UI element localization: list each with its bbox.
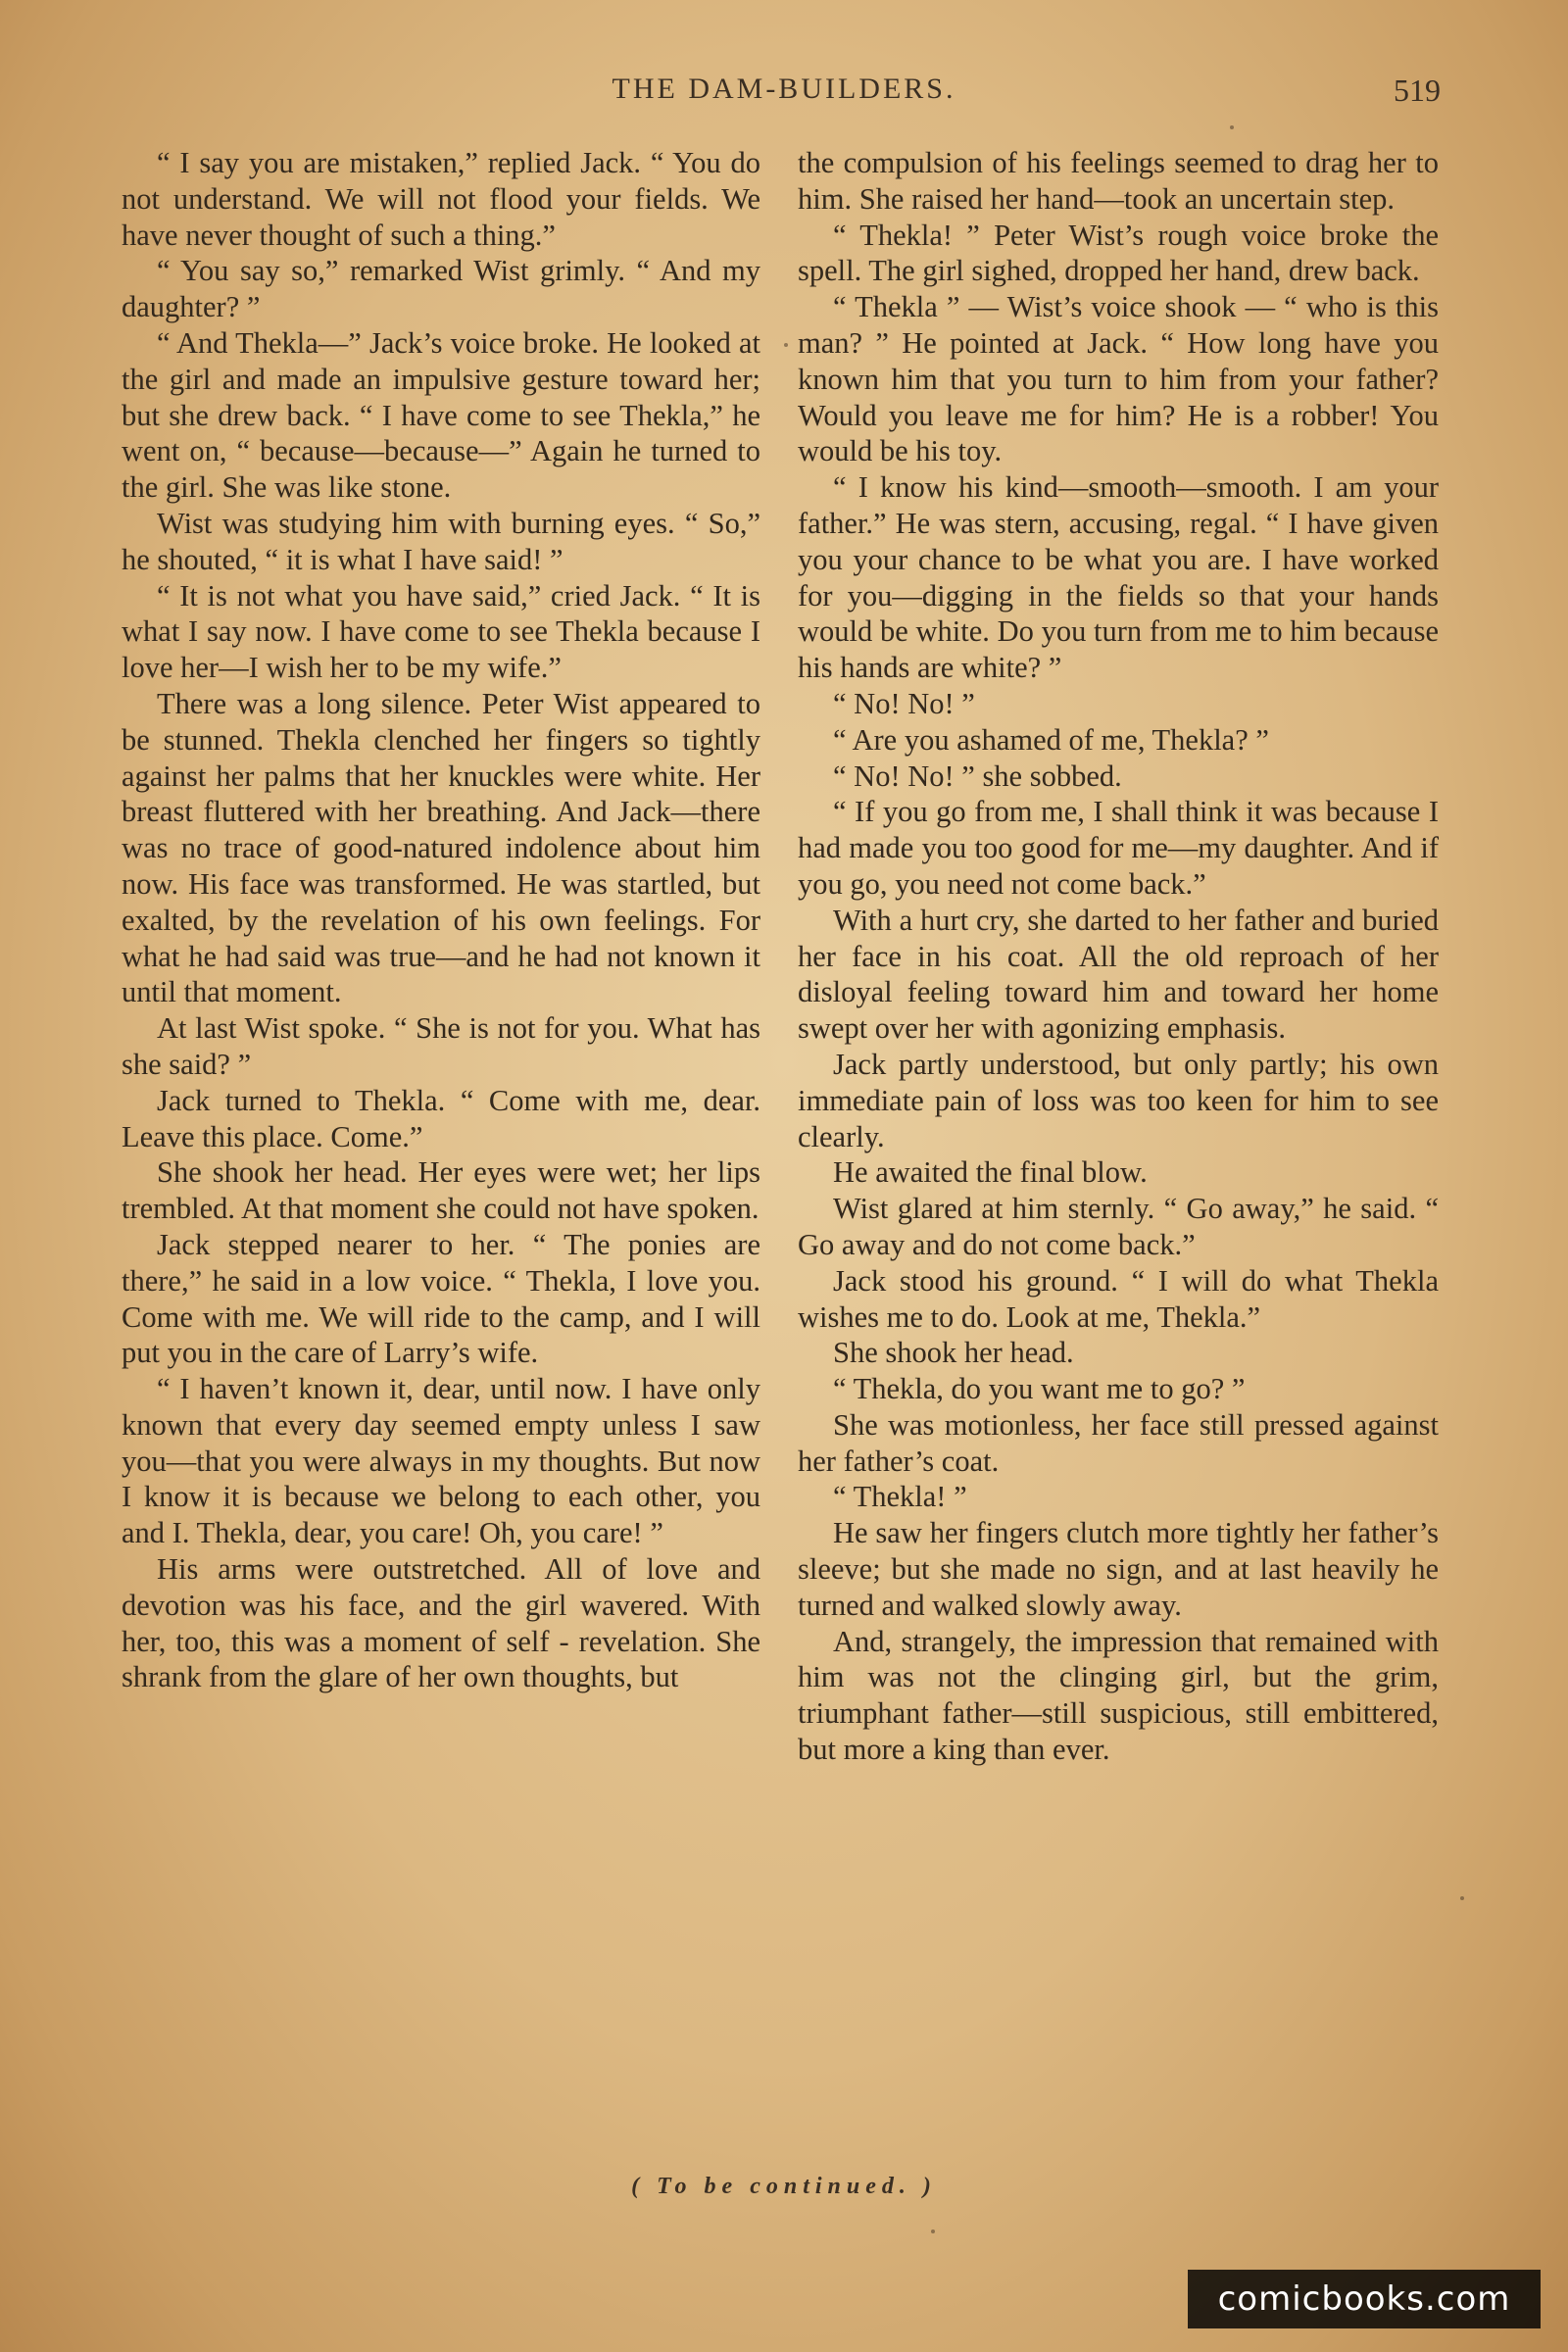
paragraph: Jack turned to Thekla. “ Come with me, dear. Leave this place. Come.”	[122, 1083, 760, 1153]
to-be-continued: ( To be continued. )	[631, 2174, 937, 2199]
paragraph: “ Thekla! ” Peter Wist’s rough voice broke the spell. The girl sighed, dropped her hand, drew back.	[798, 218, 1439, 288]
paragraph: Jack stepped nearer to her. “ The ponies are there,” he said in a low voice. “ Thekla, I love you. Come with me. We will ride to the camp, and I will put you in the care of Larry’s wife.	[122, 1227, 760, 1370]
paragraph: He awaited the final blow.	[833, 1155, 1148, 1190]
page-number: 519	[1394, 73, 1441, 108]
paragraph: At last Wist spoke. “ She is not for you. What has she said? ”	[122, 1011, 760, 1081]
paragraph: With a hurt cry, she darted to her father and buried her face in his coat. All the old reproach of her disloyal feeling toward him and toward her home swept over her with agonizing emphasis.	[798, 903, 1439, 1046]
paragraph: There was a long silence. Peter Wist appeared to be stunned. Thekla clenched her fingers so tightly against her palms that her knuckles were white. Her breast fluttered with her breathing. And Jack—there was no trace of good-natured indolence about him now. His face was transformed. He was startled, but exalted, by the revelation of his own feelings. For what he had said was true—and he had not known it until that moment.	[122, 686, 760, 1009]
paragraph: She shook her head. Her eyes were wet; her lips trembled. At that moment she could not have spoken.	[122, 1155, 760, 1226]
paper-speck	[1460, 1896, 1464, 1900]
right-column	[798, 145, 1439, 1768]
paragraph: She was motionless, her face still pressed against her father’s coat.	[798, 1407, 1439, 1478]
paragraph: “ Thekla! ”	[833, 1480, 967, 1514]
left-column	[122, 145, 760, 1695]
paragraph: “ If you go from me, I shall think it was because I had made you too good for me—my daughter. And if you go, you need not come back.”	[798, 795, 1439, 901]
paragraph: “ It is not what you have said,” cried Jack. “ It is what I say now. I have come to see Thekla because I love her—I wish her to be my wife.”	[122, 578, 760, 685]
running-title: THE DAM-BUILDERS.	[612, 73, 956, 105]
paragraph: He saw her fingers clutch more tightly her father’s sleeve; but she made no sign, and at last heavily he turned and walked slowly away.	[798, 1516, 1439, 1622]
paragraph: “ Thekla ” — Wist’s voice shook — “ who is this man? ” He pointed at Jack. “ How long have you known him that you turn to him from your father? Would you leave me for him? He is a robber! You would be his toy.	[798, 290, 1439, 468]
paragraph: His arms were outstretched. All of love and devotion was his face, and the girl wavered. With her, too, this was a moment of self - revelation. She shrank from the glare of her own thoughts, but	[122, 1552, 760, 1694]
paragraph: “ Thekla, do you want me to go? ”	[833, 1372, 1246, 1406]
paragraph: “ Are you ashamed of me, Thekla? ”	[833, 722, 1269, 757]
paragraph: And, strangely, the impression that remained with him was not the clinging girl, but the grim, triumphant father—still suspicious, still embittered, but more a king than ever.	[798, 1624, 1439, 1767]
paper-speck	[784, 343, 788, 347]
paragraph: “ You say so,” remarked Wist grimly. “ And my daughter? ”	[122, 254, 760, 324]
paragraph: “ No! No! ” she sobbed.	[833, 759, 1122, 793]
paragraph: “ No! No! ”	[833, 686, 975, 720]
paragraph: the compulsion of his feelings seemed to drag her to him. She raised her hand—took an uncertain step.	[798, 146, 1439, 216]
paragraph: “ And Thekla—” Jack’s voice broke. He looked at the girl and made an impulsive gesture toward her; but she drew back. “ I have come to see Thekla,” he went on, “ because—because—” Again he turned to the girl. She was like stone.	[122, 325, 760, 505]
paper-speck	[1230, 125, 1234, 129]
paragraph: Jack stood his ground. “ I will do what Thekla wishes me to do. Look at me, Thekla.”	[798, 1263, 1439, 1334]
paragraph: Wist glared at him sternly. “ Go away,” he said. “ Go away and do not come back.”	[798, 1192, 1439, 1261]
paragraph: Wist was studying him with burning eyes. “ So,” he shouted, “ it is what I have said! ”	[122, 506, 760, 576]
paper-speck	[931, 2230, 935, 2233]
page-header	[0, 69, 1568, 118]
watermark-logo: comicbooks.com	[1188, 2270, 1541, 2328]
paragraph: Jack partly understood, but only partly; his own immediate pain of loss was too keen for him to see clearly.	[798, 1047, 1439, 1153]
paragraph: She shook her head.	[833, 1336, 1074, 1370]
paragraph: “ I haven’t known it, dear, until now. I have only known that every day seemed empty unless I saw you—that you were always in my thoughts. But now I know it is because we belong to each other, you and I. Thekla, dear, you care! Oh, you care! ”	[122, 1372, 760, 1550]
paragraph: “ I know his kind—smooth—smooth. I am your father.” He was stern, accusing, regal. “ I have given you your chance to be what you are. I have worked for you—digging in the fields so that your hands would be white. Do you turn from me to him because his hands are white? ”	[798, 470, 1439, 685]
paragraph: “ I say you are mistaken,” replied Jack. “ You do not understand. We will not flood your fields. We have never thought of such a thing.”	[122, 146, 760, 252]
